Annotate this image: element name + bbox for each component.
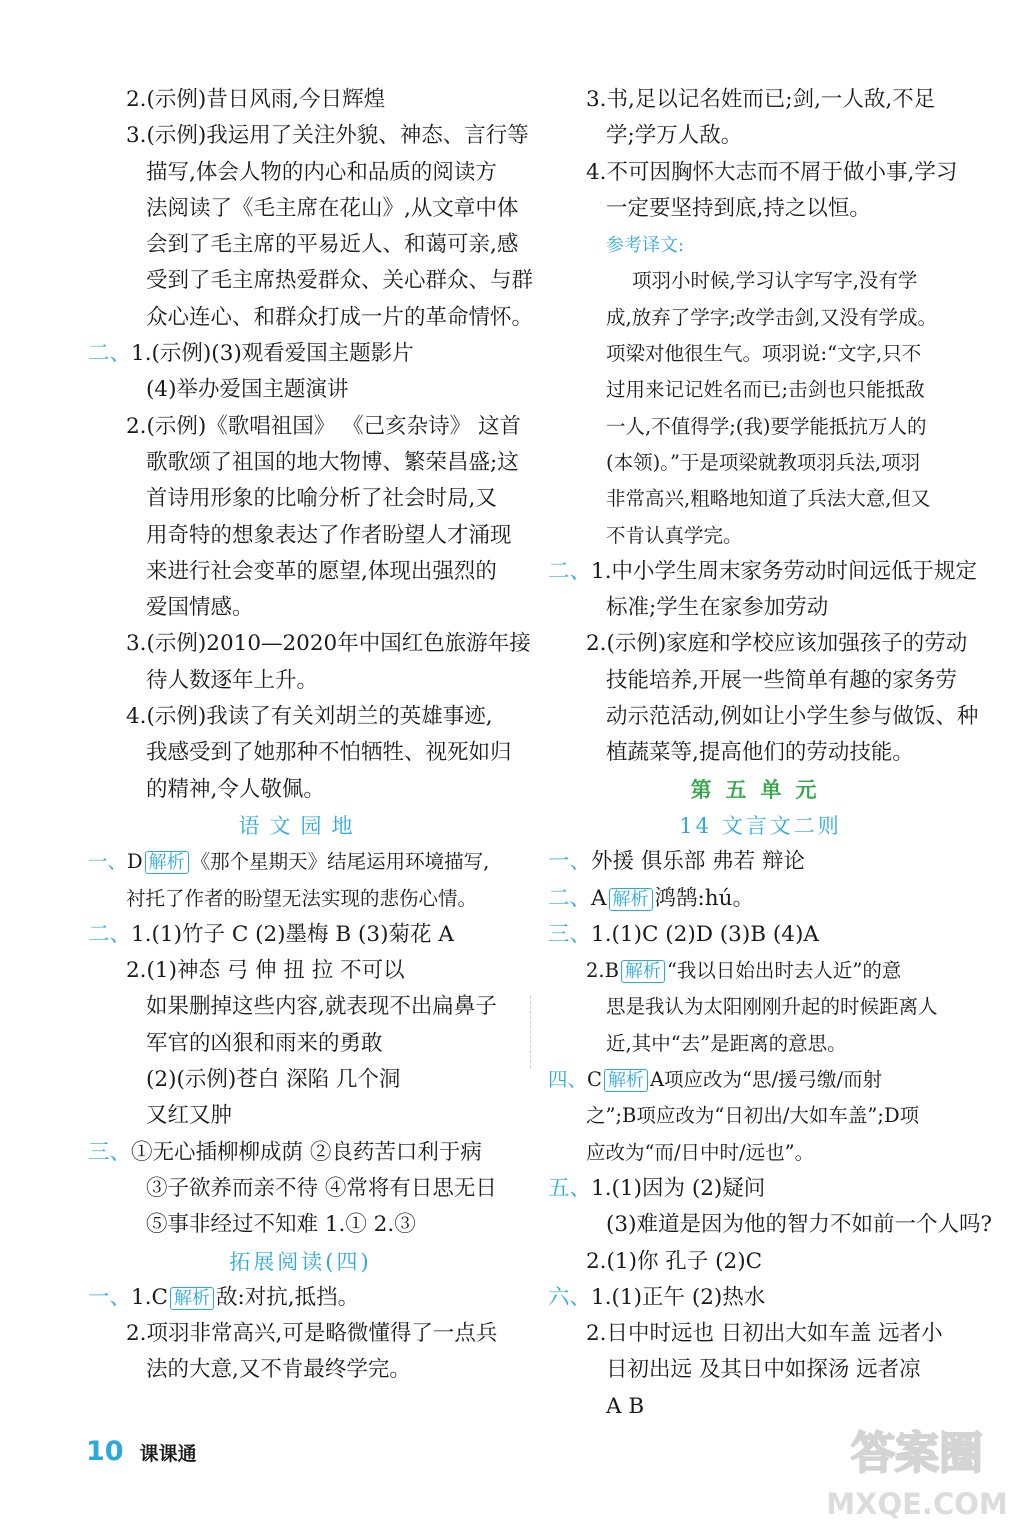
subsection-heading [548, 227, 973, 263]
question-marker: 四、 [548, 1068, 588, 1092]
answer-line [548, 917, 973, 953]
line-text: 3.书,足以记名姓而已;剑,一人敌,不足 [586, 87, 936, 112]
column-divider [530, 996, 531, 1068]
answer-line [548, 191, 973, 227]
answer-line [548, 481, 973, 517]
analysis-tag: 解析 [621, 960, 665, 983]
answer-line [548, 1207, 992, 1243]
answer-line [88, 1098, 513, 1134]
line-text: ⑤事非经过不知难 1.① 2.③ [146, 1212, 416, 1238]
line-text: 标准;学生在家参加劳动 [606, 595, 829, 621]
section-heading: 14 文言文二则 [679, 813, 842, 838]
right-column [548, 82, 992, 1425]
question-marker: 二、 [548, 885, 592, 911]
answer-line [88, 155, 513, 191]
analysis-tag: 解析 [609, 888, 653, 911]
line-text: 一定要坚持到底,持之以恒。 [606, 195, 871, 221]
answer-line [88, 445, 519, 481]
line-text: 法的大意,又不肯最终学完。 [146, 1357, 411, 1383]
line-text: ③子欲养而亲不待 ④常将有日思无日 [146, 1175, 497, 1201]
answer-line [548, 1062, 973, 1098]
line-text: 一人,不值得学;(我)要学能抵抗万人的 [606, 414, 927, 438]
answer-line [88, 336, 513, 372]
analysis-tag: 解析 [170, 1287, 214, 1310]
question-marker: 六、 [548, 1284, 592, 1310]
line-text: 日初出远 及其日中如探汤 远者凉 [606, 1357, 921, 1383]
section-heading: 第五单元 [690, 776, 831, 802]
answer-line [548, 372, 973, 408]
line-text: 受到了毛主席热爱群众、关心群众、与群 [146, 268, 534, 294]
answer-line [88, 1280, 513, 1316]
answer-line [88, 1207, 513, 1243]
answer-line [88, 554, 513, 590]
answer-line [548, 1316, 973, 1352]
page-number: 10 [86, 1436, 124, 1467]
line-text: 2.(示例)昔日风雨,今日辉煌 [126, 87, 386, 112]
line-text: ①无心插柳柳成荫 ②良药苦口利于病 [131, 1139, 482, 1165]
line-text: 衬托了作者的盼望无法实现的悲伤心情。 [126, 886, 478, 910]
answer-line [548, 663, 973, 699]
line-text: 外援 俱乐部 弗若 辩论 [591, 849, 806, 875]
line-text: 4.(示例)我读了有关刘胡兰的英雄事迹, [126, 704, 493, 730]
analysis-text: 敌:对抗,抵挡。 [215, 1284, 360, 1310]
watermark-top-text: 答案圈 [851, 1428, 983, 1479]
subsection-label: 参考译文: [606, 235, 685, 257]
left-column [88, 82, 534, 1389]
line-text: 2.(1)神态 弓 伸 扭 拉 不可以 [126, 958, 405, 984]
analysis-text: “我以日始出时去人近”的意 [666, 959, 902, 983]
brand-name: 课课通 [139, 1443, 197, 1465]
answer-line [88, 1352, 513, 1388]
line-text: 3.(示例)我运用了关注外貌、神态、言行等 [126, 123, 529, 149]
line-text: 1.中小学生周末家务劳动时间远低于规定 [591, 558, 978, 584]
line-text: A [591, 885, 607, 911]
line-text: 的精神,令人敬佩。 [146, 776, 325, 802]
question-marker: 一、 [548, 849, 592, 875]
line-text: 2.(示例)家庭和学校应该加强孩子的劳动 [586, 631, 968, 657]
line-text: (4)举办爱国主题演讲 [146, 377, 349, 403]
line-text: 思是我认为太阳刚刚升起的时候距离人 [606, 995, 938, 1019]
answer-line [548, 699, 979, 735]
answer-line [548, 445, 973, 481]
line-text: 成,放弃了学字;改学击剑,又没有学成。 [606, 305, 937, 329]
line-text: 1.C [131, 1284, 168, 1310]
line-text: 1.(1)正午 (2)热水 [591, 1284, 766, 1310]
answer-line [548, 409, 973, 445]
line-text: 应改为“而/日中时/远也”。 [586, 1140, 815, 1164]
answer-line [548, 1244, 973, 1280]
line-text: 如果删掉这些内容,就表现不出扁鼻子 [146, 994, 497, 1020]
answer-line [548, 953, 973, 989]
answer-line [548, 844, 973, 880]
line-text: 1.(1)竹子 C (2)墨梅 B (3)菊花 A [131, 921, 454, 947]
analysis-text: 《那个星期天》结尾运用环境描写, [190, 850, 490, 874]
question-marker: 二、 [88, 921, 132, 947]
answer-line [88, 735, 513, 771]
answer-line [88, 989, 513, 1025]
answer-line [88, 844, 513, 880]
answer-line [548, 554, 978, 590]
line-text: 1.(示例)(3)观看爱国主题影片 [131, 341, 414, 367]
line-text: 技能培养,开展一些简单有趣的家务劳 [606, 667, 957, 693]
analysis-tag: 解析 [604, 1069, 648, 1092]
line-text: (2)(示例)苍白 深陷 几个洞 [146, 1067, 401, 1093]
answer-line [88, 663, 513, 699]
line-text: 4.不可因胸怀大志而不屑于做小事,学习 [586, 159, 958, 185]
question-marker: 二、 [88, 341, 132, 367]
line-text: 众心连心、和群众打成一片的革命情怀。 [146, 304, 534, 330]
answer-line [548, 1280, 973, 1316]
line-text: 项羽小时候,学习认字写字,没有学 [632, 269, 918, 293]
answer-line [88, 699, 513, 735]
answer-line [548, 118, 973, 154]
line-text: 项梁对他很生气。项羽说:“文字,只不 [606, 342, 922, 366]
answer-line [88, 590, 513, 626]
watermark-logo [826, 1402, 1008, 1526]
line-text: 植蔬菜等,提高他们的劳动技能。 [606, 740, 914, 766]
line-text: 之”;B项应改为“日初出/大如车盖”;D项 [586, 1104, 920, 1128]
line-text: 2.项羽非常高兴,可是略微懂得了一点兵 [126, 1321, 498, 1347]
line-text: 不肯认真学完。 [606, 523, 743, 547]
answer-line [548, 1135, 973, 1171]
line-text: 用奇特的想象表达了作者盼望人才涌现 [146, 522, 512, 548]
answer-line [548, 518, 973, 554]
line-text: 过用来记记姓名而已;击剑也只能抵敌 [606, 378, 925, 402]
answer-line [88, 953, 513, 989]
line-text: 又红又肿 [146, 1103, 233, 1129]
analysis-text: A项应改为“思/援弓缴/而射 [649, 1068, 883, 1092]
answer-line [88, 1171, 513, 1207]
line-text: 动示范活动,例如让小学生参与做饭、种 [606, 704, 979, 730]
answer-line [88, 300, 534, 336]
line-text: (本领)。”于是项梁就教项羽兵法,项羽 [606, 450, 921, 474]
question-marker: 二、 [548, 558, 592, 584]
answer-line [88, 881, 513, 917]
page-footer [86, 1436, 197, 1467]
answer-line [88, 118, 529, 154]
question-marker: 五、 [548, 1175, 592, 1201]
line-text: 2.日中时远也 日初出大如车盖 远者小 [586, 1321, 943, 1347]
answer-line [548, 626, 973, 662]
section-heading: 拓展阅读(四) [229, 1249, 372, 1274]
answer-line [548, 735, 973, 771]
answer-line [548, 263, 973, 299]
line-text: 近,其中“去”是距离的意思。 [606, 1031, 847, 1055]
line-text: 学;学万人敌。 [606, 123, 743, 149]
answer-line [88, 227, 519, 263]
answer-line [88, 372, 513, 408]
answer-line [88, 191, 519, 227]
question-marker: 一、 [88, 850, 128, 874]
answer-line [88, 481, 513, 517]
line-text: 歌歌颂了祖国的地大物博、繁荣昌盛;这 [146, 449, 519, 475]
answer-line [548, 590, 973, 626]
answer-line [88, 772, 513, 808]
question-marker: 三、 [548, 921, 592, 947]
line-text: 2.(1)你 孔子 (2)C [586, 1248, 763, 1274]
line-text: (3)难道是因为他的智力不如前一个人吗? [606, 1212, 992, 1238]
answer-line [548, 1026, 973, 1062]
watermark-bottom-text: MXQE.COM [826, 1487, 1008, 1521]
question-marker: 一、 [88, 1284, 132, 1310]
line-text: 会到了毛主席的平易近人、和蔼可亲,感 [146, 232, 519, 258]
answer-line [88, 409, 521, 445]
question-marker: 三、 [88, 1139, 132, 1165]
answer-line [548, 1171, 973, 1207]
line-text: A B [606, 1393, 645, 1419]
line-text: 1.(1)C (2)D (3)B (4)A [591, 921, 819, 947]
answer-line [88, 263, 534, 299]
line-text: 军官的凶狠和雨来的勇敢 [146, 1030, 383, 1056]
line-text: 来进行社会变革的愿望,体现出强烈的 [146, 558, 497, 584]
line-text: 2.B [586, 959, 619, 983]
line-text: 爱国情感。 [146, 595, 254, 621]
answer-line [548, 82, 973, 118]
answer-line [88, 1026, 513, 1062]
answer-line [548, 336, 973, 372]
answer-line [548, 881, 973, 917]
answer-line [548, 1098, 973, 1134]
answer-line [548, 155, 973, 191]
line-text: 描写,体会人物的内心和品质的阅读方 [146, 159, 497, 185]
answer-line [548, 300, 973, 336]
section-heading: 语文园地 [238, 813, 363, 838]
line-text: 2.(示例)《歌唱祖国》 《己亥杂诗》 这首 [126, 413, 521, 439]
line-text: 1.(1)因为 (2)疑问 [591, 1175, 766, 1201]
line-text: 首诗用形象的比喻分析了社会时局,又 [146, 486, 497, 512]
answer-line [88, 82, 513, 118]
line-text: C [587, 1068, 602, 1092]
line-text: 非常高兴,粗略地知道了兵法大意,但又 [606, 487, 931, 511]
line-text: 待人数逐年上升。 [146, 667, 319, 693]
answer-line [88, 917, 513, 953]
line-text: D [127, 850, 143, 874]
line-text: 我感受到了她那种不怕牺牲、视死如归 [146, 740, 512, 766]
answer-line [88, 1135, 513, 1171]
analysis-tag: 解析 [145, 851, 189, 874]
answer-line [88, 1316, 513, 1352]
answer-line [88, 518, 513, 554]
answer-line [548, 1352, 973, 1388]
analysis-text: 鸿鹄:hú。 [654, 885, 754, 911]
answer-line [88, 1062, 513, 1098]
answer-line [88, 626, 531, 662]
line-text: 法阅读了《毛主席在花山》,从文章中体 [146, 195, 519, 221]
answer-line [548, 989, 973, 1025]
line-text: 3.(示例)2010—2020年中国红色旅游年接 [126, 631, 531, 657]
